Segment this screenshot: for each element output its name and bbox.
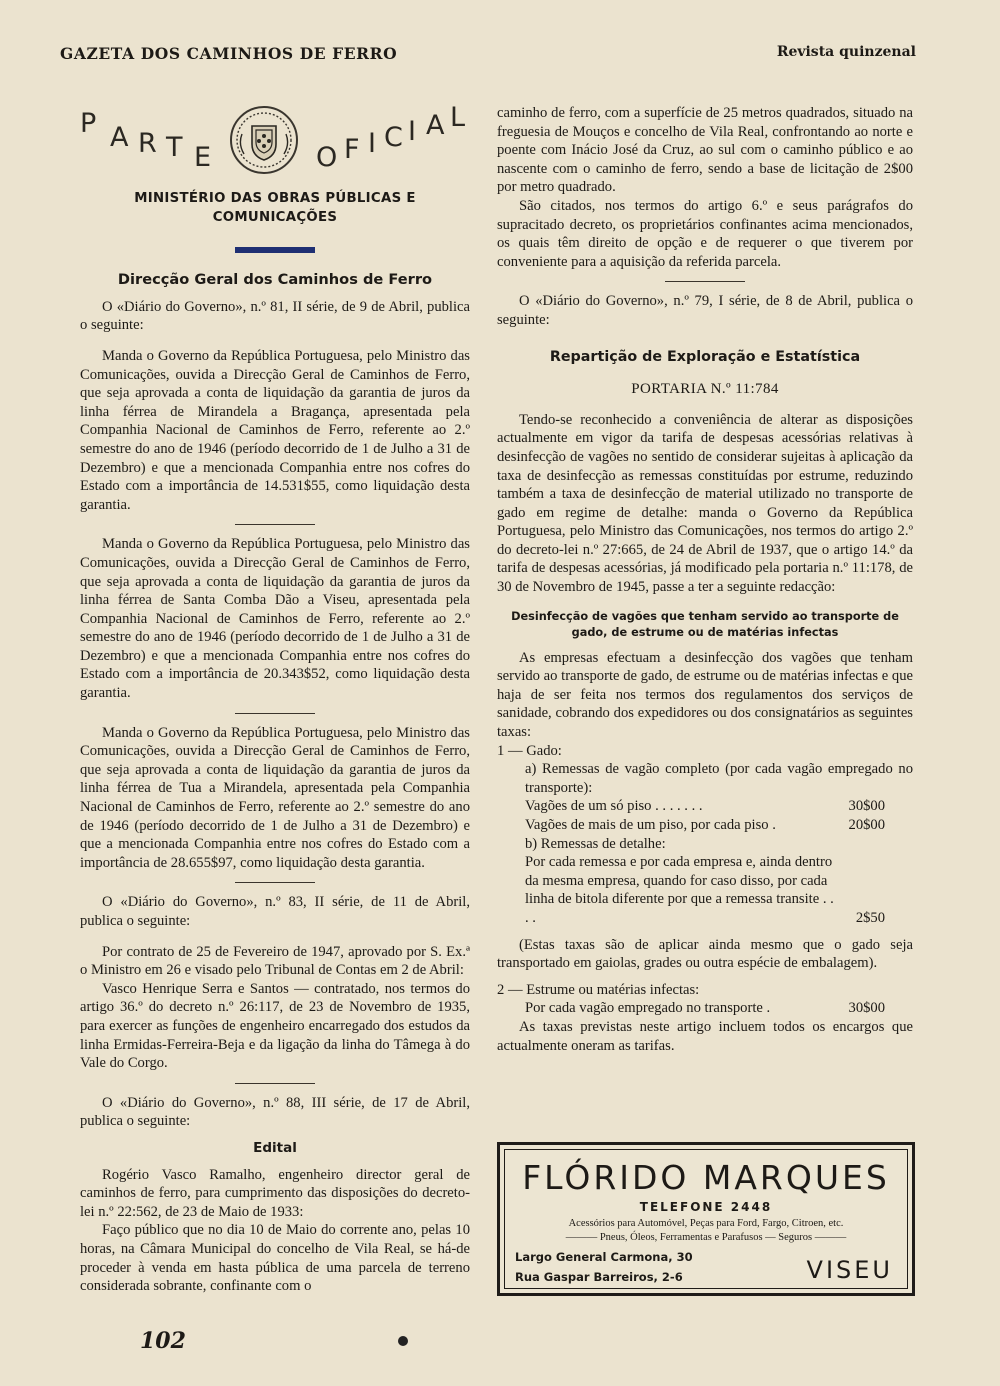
paragraph: Vasco Henrique Serra e Santos — contratado, nos termos do artigo 36.º do decreto n.º 26:117, de 23 de Novembro de 1935, para exercer as funções de engenheiro encarregado dos estudos da linha Ermidas-Ferreira-Beja e da ligação da linha do Tâmega à do Vale do Corgo. [80,980,470,1072]
paragraph: São citados, nos termos do artigo 6.º e seus parágrafos do supracitado decreto, os proprietários confinantes acima mencionados, os quais têm direito de opção e de requerer o que tiverem por conveniente para a aquisição da referida parcela. [497,197,913,270]
masthead-letter: A [110,122,129,153]
masthead-letter: L [450,102,466,133]
right-column [497,104,913,1055]
fee-row [497,816,913,835]
fee-row [497,853,913,927]
portaria-title: PORTARIA N.º 11:784 [631,381,779,398]
divider [235,713,315,714]
parte-oficial-masthead [80,104,470,186]
coat-of-arms-icon [228,104,300,176]
paragraph: caminho de ferro, com a superfície de 25 metros quadrados, situado na freguesia de Mouços e concelho de Vila Real, confrontando ao norte e poente com Inácio José da Cruz, ao sul com o caminho público e ao nascente com o caminho de ferro, sendo a base de licitação de 2$00 por metro quadrado. [497,105,913,196]
masthead-letter: T [166,132,183,163]
ministry-heading: MINISTÉRIO DAS OBRAS PÚBLICAS E COMUNICAÇÕES [134,191,416,225]
advertiser-products: Acessórios para Automóvel, Peças para Ford, Fargo, Citroen, etc. [568,1218,844,1229]
paragraph: (Estas taxas são de aplicar ainda mesmo que o gado seja transportado em gaiolas, grades ou outra espécie de embalagem). [497,936,913,972]
masthead-letter: F [344,134,360,165]
advertiser-phone: TELEFONE 2448 [639,1200,773,1214]
fee-label: Vagões de mais de um piso, por cada piso . [525,817,776,833]
fee-value: 20$00 [848,817,885,833]
masthead-letter: O [316,142,338,173]
paragraph: Manda o Governo da República Portuguesa, pelo Ministro das Comunicações, ouvida a Direcção Geral de Caminhos de Ferro, que seja aprovada a conta de liquidação da garantia de juros da linha férrea de Santa Comba Dão a Viseu, apresentada pela Companhia Nacional de Caminhos de Ferro, referente ao 2.º semestre do ano de 1946 (período decorrido de 1 de Julho a 31 de Dezembro) e que a mencionada Companhia entre nos cofres do Estado com a importância de 20.343$52, como liquidação desta garantia. [80,536,470,702]
masthead-letter: I [368,128,376,159]
paragraph: As taxas previstas neste artigo incluem todos os encargos que actualmente oneram as tarifas. [497,1018,913,1054]
ink-dot [398,1336,408,1346]
fee-row [497,999,913,1018]
masthead-letter: A [426,110,445,141]
paragraph: Manda o Governo da República Portuguesa, pelo Ministro das Comunicações, ouvida a Direcção Geral de Caminhos de Ferro, que seja aprovada a conta de liquidação da garantia de juros da linha férrea de Mirandela a Bragança, apresentada pela Companhia Nacional de Caminhos de Ferro, referente ao 2.º semestre do ano de 1946 (período decorrido de 1 de Julho a 31 de Dezembro) e que a mencionada Companhia entre nos cofres do Estado com a importância de 14.531$55, como liquidação desta garantia. [80,347,470,513]
journal-frequency: Revista quinzenal [776,44,916,60]
list-item: 1 — Gado: [497,742,562,759]
fee-value: 2$50 [855,909,885,926]
advertisement [497,1142,915,1296]
paragraph: Tendo-se reconhecido a conveniência de alterar as disposições actualmente em vigor da tarifa de despesas acessórias relativas à desinfecção de vagões no sentido de considerar sujeitas à aplicação da taxa de desinfecção as remessas constituídas por estrume, reduzindo também a taxa de desinfecção de material utilizado no transporte de gado em regime de detalhe: manda o Governo da República Portuguesa, pelo Ministro das Comunicações, nos termos do artigo 2.º do decreto-lei n.º 27:665, de 24 de Abril de 1937, que o artigo 14.º da tarifa de despesas acessórias, já modificado pela portaria n.º 11:178, de 30 de Novembro de 1945, passe a ter a seguinte redacção: [497,411,913,596]
masthead-letter: C [384,122,403,153]
page-number: 102 [140,1328,186,1354]
journal-title: GAZETA DOS CAMINHOS DE FERRO [60,44,398,63]
advertiser-address: Largo General Carmona, 30 [515,1250,693,1264]
fee-label: Por cada vagão empregado no transporte . [525,1000,771,1017]
masthead-letter: E [194,142,212,173]
fee-value: 30$00 [848,798,885,815]
running-head [60,44,916,68]
paragraph: Manda o Governo da República Portuguesa, pelo Ministro das Comunicações, ouvida a Direcção Geral de Caminhos de Ferro, que seja aprovada a conta de liquidação da garantia de juros da linha férrea de Tua a Mirandela, apresentada pela Companhia Nacional de Caminhos de Ferro, referente ao 2.º semestre do ano de 1946 (período decorrido de 1 de Julho a 31 de Dezembro) e que a mencionada Companhia entre nos cofres do Estado com a importância de 28.655$97, como liquidação desta garantia. [80,724,470,871]
subsection-title: Desinfecção de vagões que tenham servido ao transporte de gado, de estrume ou de matérias infectas [511,609,899,639]
masthead-letter: I [408,116,416,147]
masthead-letter: P [80,108,97,139]
advertiser-products: ——— Pneus, Óleos, Ferramentas e Parafusos — Seguros ——— [565,1232,847,1243]
list-item: 2 — Estrume ou matérias infectas: [497,981,700,998]
fee-value: 30$00 [848,1000,885,1017]
fee-label: Por cada remessa e por cada empresa e, ainda dentro da mesma empresa, quando for caso disso, por cada linha de bitola diferente por que a remessa transite . . . . [525,854,834,926]
list-item: a) Remessas de vagão completo (por cada vagão empregado no transporte): [525,761,913,796]
section-title: Direcção Geral dos Caminhos de Ferro [117,271,433,289]
paragraph: Faço público que no dia 10 de Maio do corrente ano, pelas 10 horas, na Câmara Municipal do concelho de Vila Real, se há-de proceder à venda em hasta pública de uma parcela de terreno considerada sobrante, confinante com o [80,1222,470,1295]
fee-label: Vagões de um só piso . . . . . . . [525,798,703,815]
paragraph: Rogério Vasco Ramalho, engenheiro director geral de caminhos de ferro, para cumprimento das disposições do decreto-lei n.º 22:562, de 23 de Maio de 1933: [80,1166,470,1220]
paragraph: O «Diário do Governo», n.º 83, II série, de 11 de Abril, publica o seguinte: [80,894,470,929]
left-column [80,104,470,1296]
divider [665,281,745,282]
paragraph: O «Diário do Governo», n.º 81, II série, de 9 de Abril, publica o seguinte: [80,298,470,334]
divider [235,882,315,883]
paragraph: As empresas efectuam a desinfecção dos vagões que tenham servido ao transporte de gado, de estrume ou de matérias infectas e que haja de ser feita nos termos dos regulamentos dos serviços de sanidade, cobrando dos expedidores ou dos consignatários as seguintes taxas: [497,649,913,741]
edital-heading: Edital [253,1139,297,1156]
masthead-letter: R [138,128,157,159]
section-title: Repartição de Exploração e Estatística [549,348,861,365]
fee-row [497,797,913,816]
divider [235,524,315,525]
paragraph: O «Diário do Governo», n.º 88, III série, de 17 de Abril, publica o seguinte: [80,1094,470,1130]
list-item: b) Remessas de detalhe: [525,835,666,852]
advertiser-address: Rua Gaspar Barreiros, 2-6 [515,1270,683,1284]
advertiser-name: FLÓRIDO MARQUES [522,1158,890,1197]
advertiser-city: VISEU [806,1256,893,1284]
paragraph: O «Diário do Governo», n.º 79, I série, de 8 de Abril, publica o seguinte: [497,293,913,328]
paragraph: Por contrato de 25 de Fevereiro de 1947, aprovado por S. Ex.ª o Ministro em 26 e visado pelo Tribunal de Contas em 2 de Abril: [80,943,470,979]
blue-divider-bar [235,247,315,253]
divider [235,1083,315,1084]
